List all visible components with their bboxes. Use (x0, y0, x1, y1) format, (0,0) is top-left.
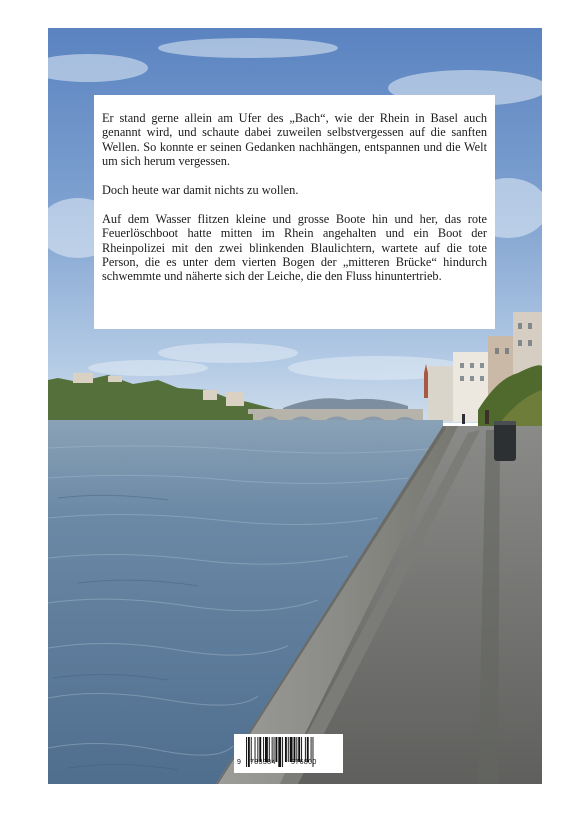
blurb-paragraph-2: Doch heute war damit nichts zu wollen. (102, 183, 299, 198)
barcode-right-group: 376800 (291, 759, 317, 766)
back-cover (48, 28, 542, 784)
barcode-left-group: 783384 (250, 759, 276, 766)
blurb-paragraph-1: Er stand gerne allein am Ufer des „Bach“, wie der Rhein in Basel auch genannt wird, und schaute dabei zuweilen selbstvergessen auf die sanften Wellen. So konnte er seinen Gedanken nachhängen, entspannen und die Welt um sich herum vergessen. (102, 111, 487, 169)
blurb-paragraph-3: Auf dem Wasser flitzen kleine und grosse Boote hin und her, das rote Feuerlöschboot hatte mitten im Rhein angehalten und ein Boot der Rheinpolizei mit den zwei blinkenden Blaulichtern, wartete auf die tote Person, die es unter dem vierten Bogen der „mitteren Brücke“ hindurch schwemmte und näherte sich der Leiche, die den Fluss hinuntertrieb. (102, 211, 487, 284)
isbn-barcode (234, 734, 343, 773)
blurb-text-box (94, 95, 495, 329)
barcode-digits (234, 758, 343, 770)
barcode-prefix-digit: 9 (237, 759, 241, 766)
